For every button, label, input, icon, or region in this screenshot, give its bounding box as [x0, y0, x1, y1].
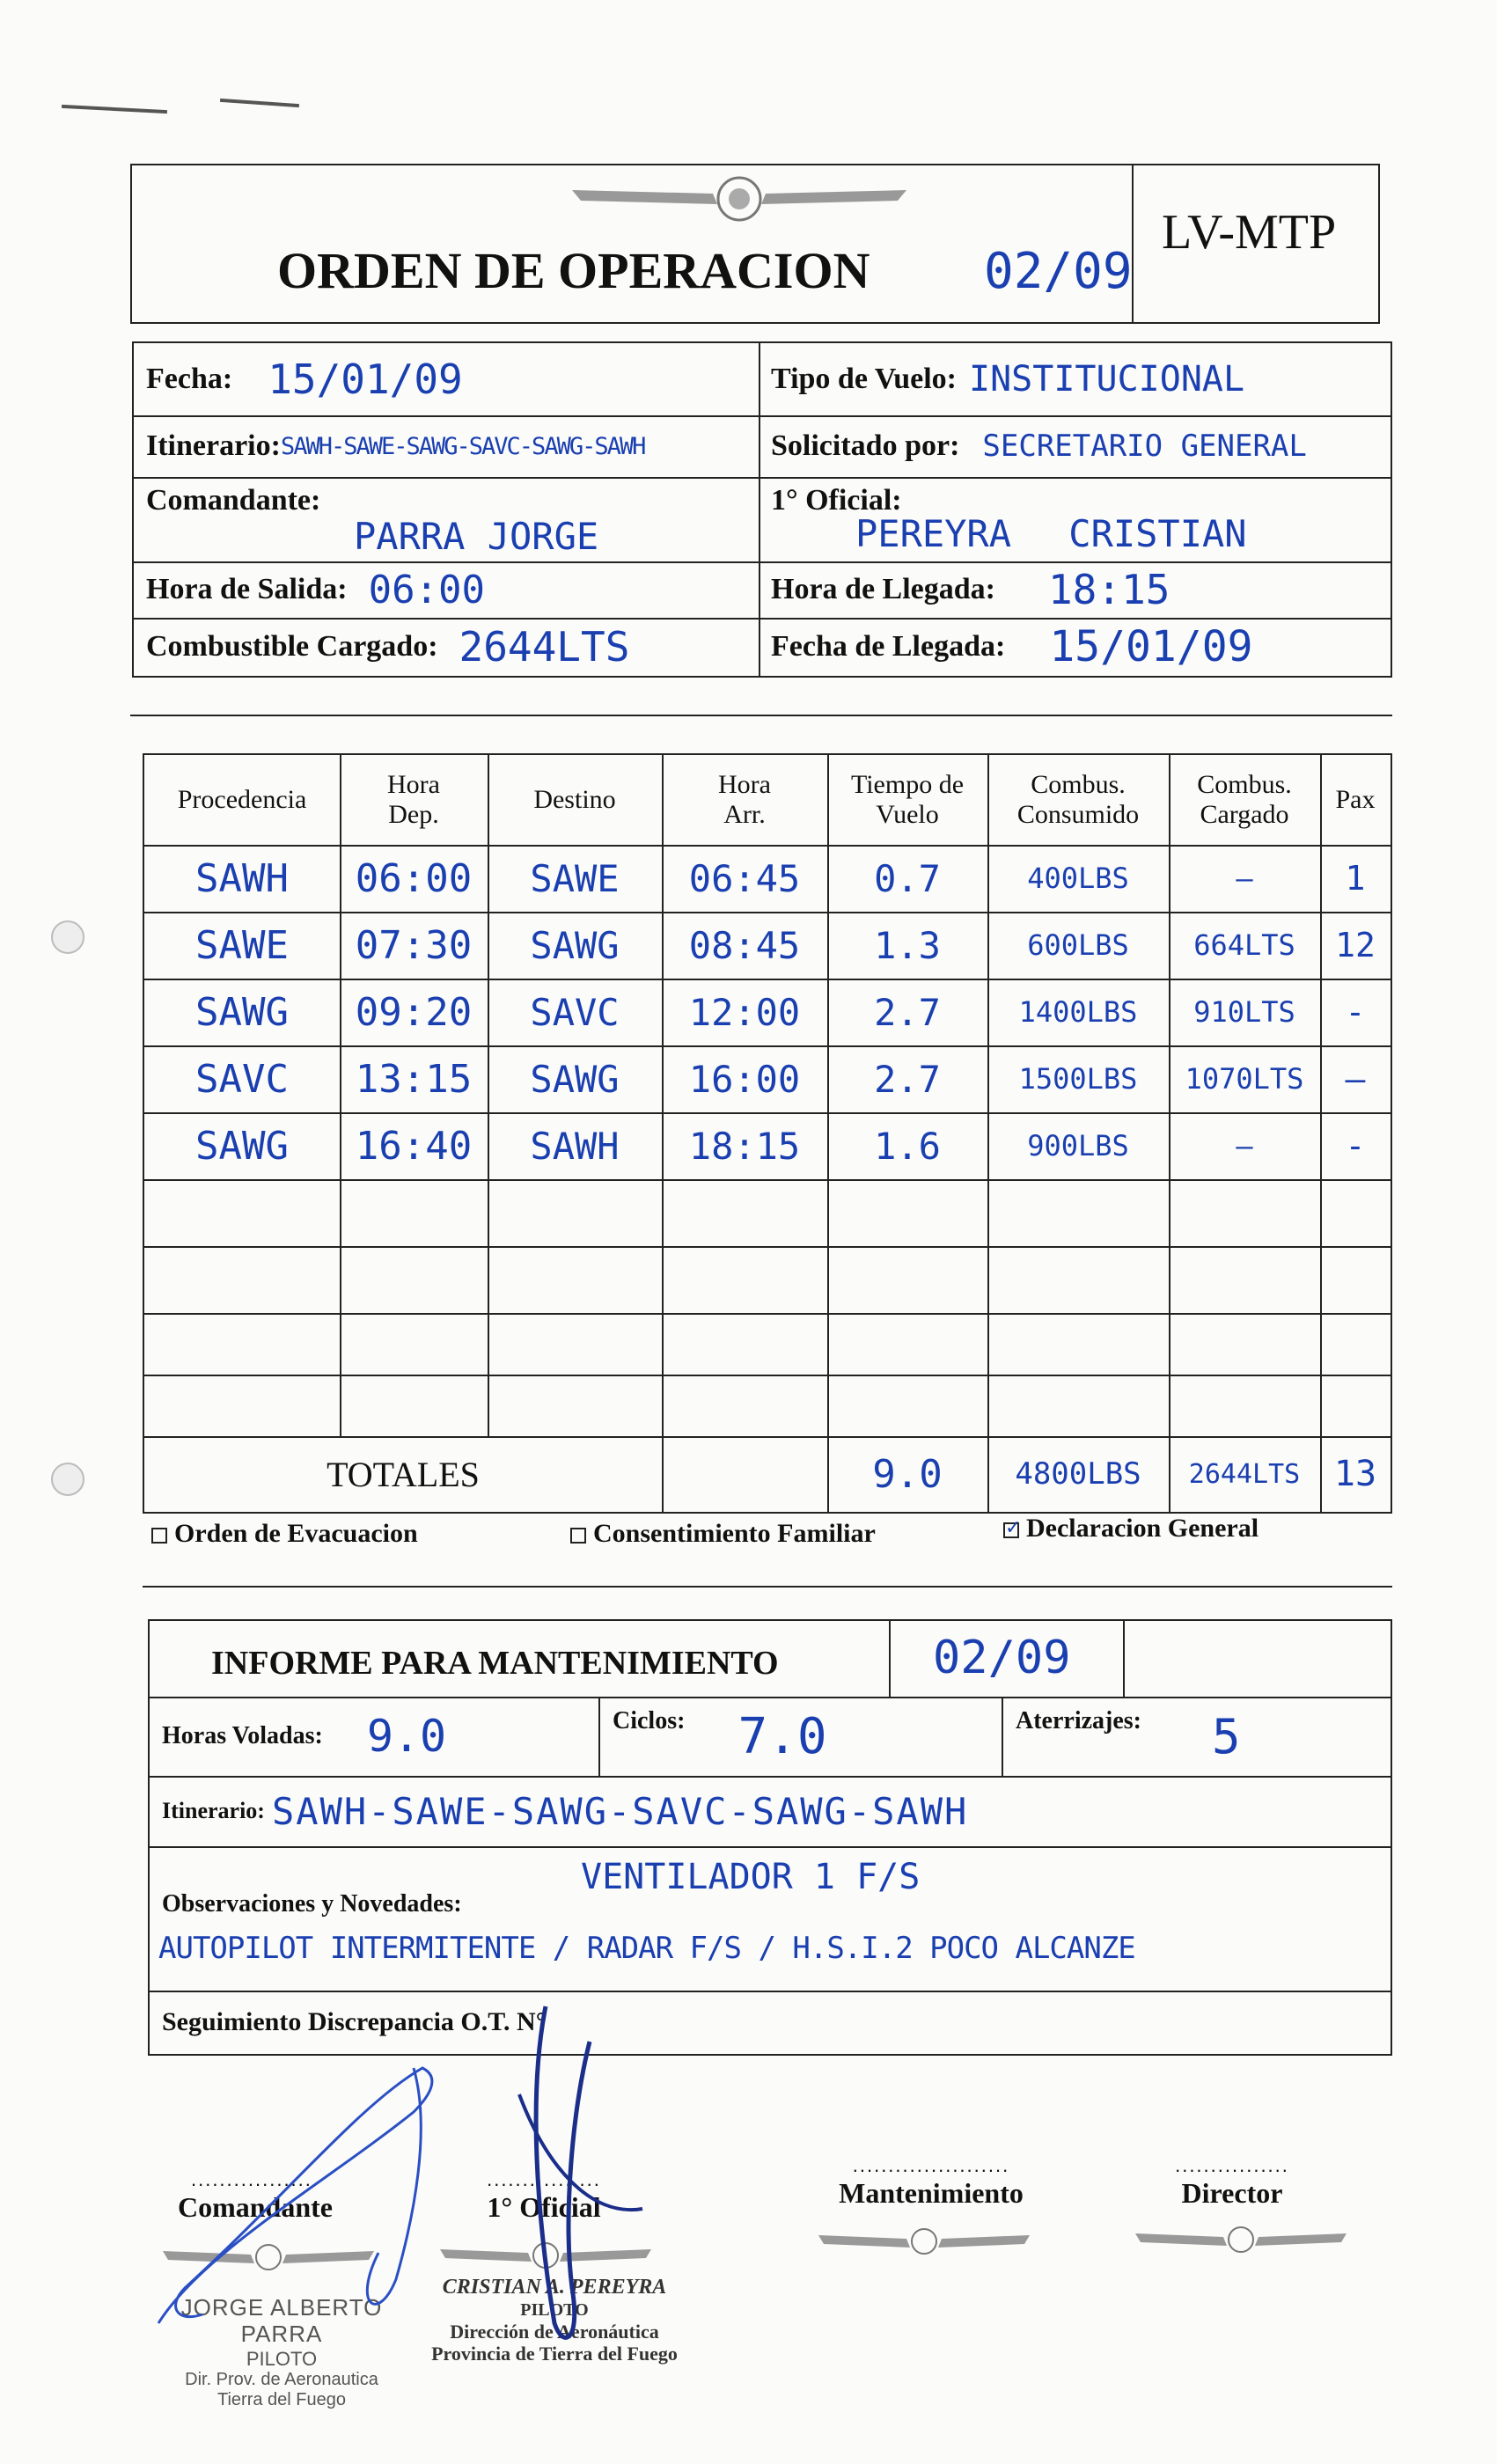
row-pax: 1 [1345, 859, 1366, 898]
row-cons: 400LBS [1027, 862, 1129, 895]
col-combus-cargado: Combus. Cargado [1197, 770, 1292, 829]
row-tv: 2.7 [874, 1057, 941, 1101]
total-tiempo: 9.0 [872, 1451, 943, 1497]
section-divider [143, 1586, 1392, 1588]
row-dest: SAVC [530, 990, 620, 1034]
legs-table [143, 753, 1392, 1514]
header-box [130, 164, 1380, 324]
check-declaracion[interactable]: ✓ Declaracion General [1003, 1514, 1259, 1544]
col-pax: Pax [1335, 785, 1376, 814]
checkbox-checked-icon [1003, 1522, 1019, 1538]
aircraft-registration: LV-MTP [1162, 205, 1337, 260]
observacion-2: AUTOPILOT INTERMITENTE / RADAR F/S / H.S.I.2 POCO ALCANZE [158, 1931, 1135, 1966]
col-hora-dep: Hora Dep. [387, 770, 440, 829]
row-arr: 18:15 [688, 1124, 801, 1168]
row-arr: 12:00 [688, 990, 801, 1034]
oficial-value: PEREYRA CRISTIAN [855, 512, 1247, 555]
row-dest: SAWH [530, 1124, 620, 1168]
ciclos-field: Ciclos: 7.0 [613, 1707, 827, 1765]
row-cons: 1500LBS [1018, 1062, 1138, 1096]
maintenance-number: 02/09 [933, 1632, 1071, 1684]
check-evacuacion[interactable]: Orden de Evacuacion [151, 1519, 418, 1549]
row-dep: 06:00 [355, 855, 473, 901]
section-divider [130, 715, 1392, 716]
table-row: SAWG [195, 989, 289, 1035]
seguimiento-field: Seguimiento Discrepancia O.T. N° [162, 2007, 547, 2036]
fecha-llegada-field: Fecha de Llegada: 15/01/09 [771, 622, 1253, 671]
col-procedencia: Procedencia [177, 785, 307, 814]
total-cargado: 2644LTS [1188, 1458, 1301, 1490]
row-arr: 06:45 [688, 856, 801, 900]
punch-hole [51, 1463, 84, 1496]
row-dep: 09:20 [355, 989, 473, 1035]
checkbox-icon [570, 1528, 586, 1544]
signature-director: ................ Director [1175, 2154, 1289, 2209]
row-pax: - [1345, 993, 1366, 1031]
row-dest: SAWG [530, 923, 620, 967]
comandante-value: PARRA JORGE [354, 515, 599, 558]
row-tv: 2.7 [874, 990, 941, 1034]
combustible-field: Combustible Cargado: 2644LTS [146, 623, 630, 671]
itinerario-field: Itinerario: SAWH-SAWE-SAWG-SAVC-SAWG-SAWH [146, 429, 645, 462]
checkbox-icon [151, 1528, 167, 1544]
col-tiempo-vuelo: Tiempo de Vuelo [850, 770, 965, 829]
row-tv: 1.3 [874, 923, 941, 967]
row-tv: 0.7 [874, 856, 941, 900]
oficial-label: 1° Oficial: [771, 484, 902, 517]
row-cons: 600LBS [1027, 928, 1129, 962]
row-pax: — [1345, 1060, 1366, 1098]
fecha-field: Fecha: 15/01/09 [146, 356, 463, 403]
row-dep: 16:40 [355, 1123, 473, 1169]
pen-mark [220, 99, 299, 107]
observacion-1: VENTILADOR 1 F/S [581, 1857, 921, 1897]
total-pax: 13 [1333, 1454, 1377, 1494]
row-carg: — [1236, 862, 1253, 895]
wings-emblem-icon [572, 174, 906, 224]
signature-comandante: .................. Comandante [177, 2168, 333, 2223]
aterrizajes-field: Aterrizajes: 5 [1016, 1707, 1241, 1764]
row-cons: 900LBS [1027, 1129, 1129, 1162]
row-carg: 1070LTS [1185, 1062, 1304, 1096]
horas-voladas-field: Horas Voladas: 9.0 [162, 1711, 447, 1762]
handwritten-signature-icon [150, 1989, 713, 2358]
table-row: SAWH [195, 855, 289, 901]
hora-salida-field: Hora de Salida: 06:00 [146, 567, 486, 612]
row-carg: 664LTS [1193, 928, 1295, 962]
col-hora-arr: Hora Arr. [718, 770, 771, 829]
punch-hole [51, 920, 84, 954]
row-dest: SAWE [530, 856, 620, 900]
pen-mark [62, 105, 167, 114]
col-destino: Destino [533, 785, 616, 814]
row-carg: 910LTS [1193, 995, 1295, 1029]
row-tv: 1.6 [874, 1124, 941, 1168]
form-title: ORDEN DE OPERACION [277, 242, 870, 299]
flight-info-box [132, 341, 1392, 678]
maintenance-title: INFORME PARA MANTENIMIENTO [211, 1645, 779, 1682]
tipo-vuelo-field: Tipo de Vuelo: INSTITUCIONAL [771, 359, 1245, 400]
totals-label: TOTALES [327, 1454, 480, 1494]
table-row: SAWG [195, 1123, 289, 1169]
wings-emblem-icon [818, 2226, 1030, 2256]
comandante-label: Comandante: [146, 484, 321, 517]
row-arr: 08:45 [688, 923, 801, 967]
check-consentimiento[interactable]: Consentimiento Familiar [570, 1519, 876, 1549]
hora-llegada-field: Hora de Llegada: 18:15 [771, 566, 1170, 613]
row-dest: SAWG [530, 1057, 620, 1101]
row-carg: — [1236, 1129, 1253, 1162]
row-dep: 07:30 [355, 922, 473, 968]
signature-mantenimiento: ...................... Mantenimiento [839, 2154, 1024, 2209]
row-pax: - [1345, 1126, 1366, 1165]
observaciones-label: Observaciones y Novedades: [162, 1890, 462, 1918]
form-number: 02/09 [984, 243, 1133, 300]
total-consumido: 4800LBS [1015, 1456, 1141, 1492]
row-cons: 1400LBS [1018, 995, 1138, 1029]
row-pax: 12 [1335, 926, 1376, 964]
wings-emblem-icon [1135, 2225, 1347, 2255]
maint-itinerario-field: Itinerario: SAWH-SAWE-SAWG-SAVC-SAWG-SAWH [162, 1789, 969, 1833]
signature-oficial: ................ 1° Oficial [487, 2168, 601, 2223]
row-arr: 16:00 [688, 1057, 801, 1101]
col-combus-consumido: Combus. Consumido [1016, 770, 1140, 829]
row-dep: 13:15 [355, 1056, 473, 1102]
stamp-comandante: JORGE ALBERTO PARRA PILOTO Dir. Prov. de Aeronautica Tierra del Fuego [180, 2294, 383, 2410]
table-row: SAVC [195, 1056, 289, 1102]
table-row: SAWE [195, 922, 289, 968]
stamp-oficial: CRISTIAN A. PEREYRA PILOTO Dirección de Aeronáutica Provincia de Tierra del Fuego [431, 2276, 678, 2365]
solicitado-field: Solicitado por: SECRETARIO GENERAL [771, 429, 1307, 464]
